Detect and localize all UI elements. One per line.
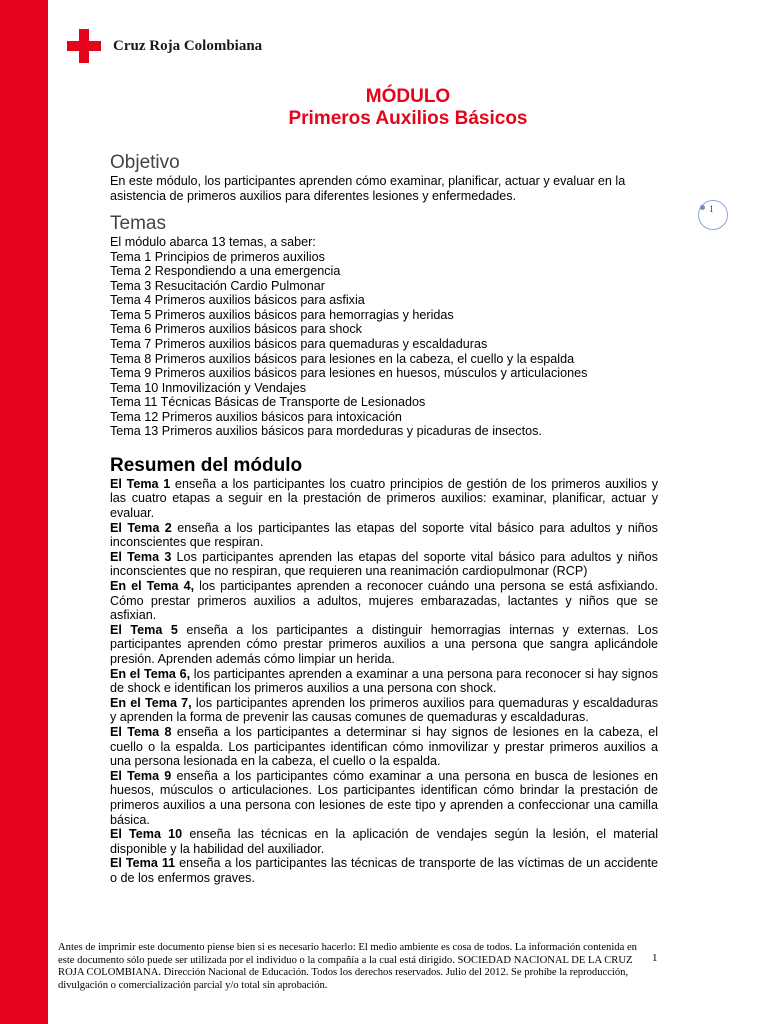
resumen-lead: En el Tema 4, xyxy=(110,579,195,593)
resumen-lead: En el Tema 6, xyxy=(110,666,191,681)
tema-item: Tema 11 Técnicas Básicas de Transporte de Lesionados xyxy=(110,395,426,410)
resumen-lead: El Tema 5 xyxy=(110,622,178,637)
resumen-paragraph xyxy=(110,667,658,696)
org-name: Cruz Roja Colombiana xyxy=(113,37,263,54)
objetivo-text: En este módulo, los participantes aprenden cómo examinar, planificar, actuar y evaluar en la asistencia de primeros auxilios para diferentes lesiones y enfermedades. xyxy=(110,174,626,203)
temas-heading: Temas xyxy=(110,213,166,235)
resumen-paragraph xyxy=(110,827,658,856)
objetivo-heading: Objetivo xyxy=(110,152,180,173)
page-number: 1 xyxy=(652,952,658,964)
document-title xyxy=(48,86,768,130)
resumen-paragraph xyxy=(110,477,658,521)
tema-item: Tema 1 Principios de primeros auxilios xyxy=(110,249,325,264)
tema-item: Tema 4 Primeros auxilios básicos para asfixia xyxy=(110,293,365,308)
resumen-text: Los participantes aprenden las etapas del soporte vital básico para adultos y niños inconscientes que no respiran, que requieren una reanimación cardiopulmonar (RCP) xyxy=(110,549,658,579)
tema-item: Tema 2 Respondiendo a una emergencia xyxy=(110,264,341,279)
tema-item: Tema 6 Primeros auxilios básicos para shock xyxy=(110,322,362,337)
tema-item: Tema 7 Primeros auxilios básicos para quemaduras y escaldaduras xyxy=(110,337,488,352)
resumen-lead: En el Tema 7, xyxy=(110,695,192,710)
resumen-lead: El Tema 9 xyxy=(110,768,172,783)
temas-list xyxy=(110,235,658,439)
title-line-2: Primeros Auxilios Básicos xyxy=(288,108,528,129)
resumen-paragraph xyxy=(110,579,658,623)
resumen-text: enseña a los participantes a determinar si hay signos de lesiones en la cabeza, el cuello o la espalda. Los participantes identifican cómo inmovilizar y prestar primeros auxilios a una persona lesionada en la cabeza, el cuello o la espalda. xyxy=(110,724,658,769)
resumen-text: los participantes aprenden a reconocer cuándo una persona se está asfixiando. Cómo prestar primeros auxilios a adultos, mujeres embarazadas, lactantes y niños que se asfixian. xyxy=(110,579,659,623)
document-body xyxy=(110,152,658,885)
tema-item: Tema 13 Primeros auxilios básicos para mordeduras y picaduras de insectos. xyxy=(110,424,542,439)
resumen-text: los participantes aprenden los primeros auxilios para quemaduras y escaldaduras y aprenden la forma de prevenir las causas comunes de quemaduras y escaldaduras. xyxy=(110,695,658,725)
resumen-text: los participantes aprenden a examinar a una persona para reconocer si hay signos de shock e identifican los primeros auxilios a una persona con shock. xyxy=(110,666,658,696)
resumen-paragraph xyxy=(110,521,658,550)
tema-item: Tema 9 Primeros auxilios básicos para lesiones en huesos, músculos y articulaciones xyxy=(110,366,588,381)
red-cross-icon xyxy=(67,29,101,63)
footer-disclaimer: Antes de imprimir este documento piense bien si es necesario hacerlo: El medio ambiente es cosa de todos. La información contenida en este documento sólo puede ser utilizada por el individuo o la compañía a la cual está dirigido. SOCIEDAD NACIONAL DE LA CRUZ ROJA COLOMBIANA. Dirección Nacional de Educación. Todos los derechos reservados. Julio del 2012. Se prohíbe la reproducción, divulgación o comercialización parcial y/o total sin aprobación. xyxy=(58,942,637,991)
resumen-text: enseña a los participantes los cuatro principios de gestión de los primeros auxilios y las cuatro etapas a seguir en la prestación de primeros auxilios: examinar, planificar, actuar y evaluar. xyxy=(110,476,658,521)
tema-item: Tema 8 Primeros auxilios básicos para lesiones en la cabeza, el cuello y la espalda xyxy=(110,351,575,366)
resumen-lead: El Tema 11 xyxy=(110,856,176,871)
resumen-text: enseña a los participantes las técnicas de transporte de las víctimas de un accidente o de los enfermos graves. xyxy=(110,856,658,885)
resumen-lead: El Tema 1 xyxy=(110,476,171,491)
red-side-band xyxy=(0,0,48,1024)
resumen-text: enseña a los participantes a distinguir hemorragias internas y externas. Los participantes aprenden cómo prestar primeros auxilios a una persona que sangra aplicándole presión. Aprenden además cómo limpiar un herida. xyxy=(110,622,658,666)
resumen-paragraph xyxy=(110,856,658,885)
resumen-body xyxy=(110,477,658,886)
resumen-lead: El Tema 8 xyxy=(110,724,172,739)
resumen-paragraph xyxy=(110,696,658,725)
title-line-1: MÓDULO xyxy=(365,86,451,107)
resumen-paragraph xyxy=(110,725,658,769)
cruz-roja-logo xyxy=(67,31,262,61)
resumen-lead: El Tema 10 xyxy=(110,827,183,842)
comment-dot-icon xyxy=(700,205,705,210)
resumen-paragraph xyxy=(110,623,658,667)
resumen-paragraph xyxy=(110,769,658,827)
resumen-text: enseña las técnicas en la aplicación de vendajes según la lesión, el material disponible y la habilidad del auxiliador. xyxy=(110,827,659,856)
tema-item: Tema 5 Primeros auxilios básicos para hemorragias y heridas xyxy=(110,307,454,322)
resumen-text: enseña a los participantes cómo examinar a una persona en busca de lesiones en huesos, músculos o articulaciones. Los participantes identifican cómo brindar la prestación de primeros auxilios a una persona con lesiones de este tipo y aprenden a confeccionar una camilla básica. xyxy=(110,768,659,827)
temas-intro: El módulo abarca 13 temas, a saber: xyxy=(110,235,316,250)
resumen-paragraph xyxy=(110,550,658,579)
resumen-heading: Resumen del módulo xyxy=(110,454,303,476)
resumen-text: enseña a los participantes las etapas del soporte vital básico para adultos y niños inconscientes que respiran. xyxy=(110,520,658,550)
resumen-lead: El Tema 2 xyxy=(110,520,172,535)
tema-item: Tema 10 Inmovilización y Vendajes xyxy=(110,380,307,395)
comment-number: 1 xyxy=(709,204,714,214)
resumen-lead: El Tema 3 xyxy=(110,549,172,564)
tema-item: Tema 3 Resucitación Cardio Pulmonar xyxy=(110,278,325,293)
tema-item: Tema 12 Primeros auxilios básicos para intoxicación xyxy=(110,409,402,424)
